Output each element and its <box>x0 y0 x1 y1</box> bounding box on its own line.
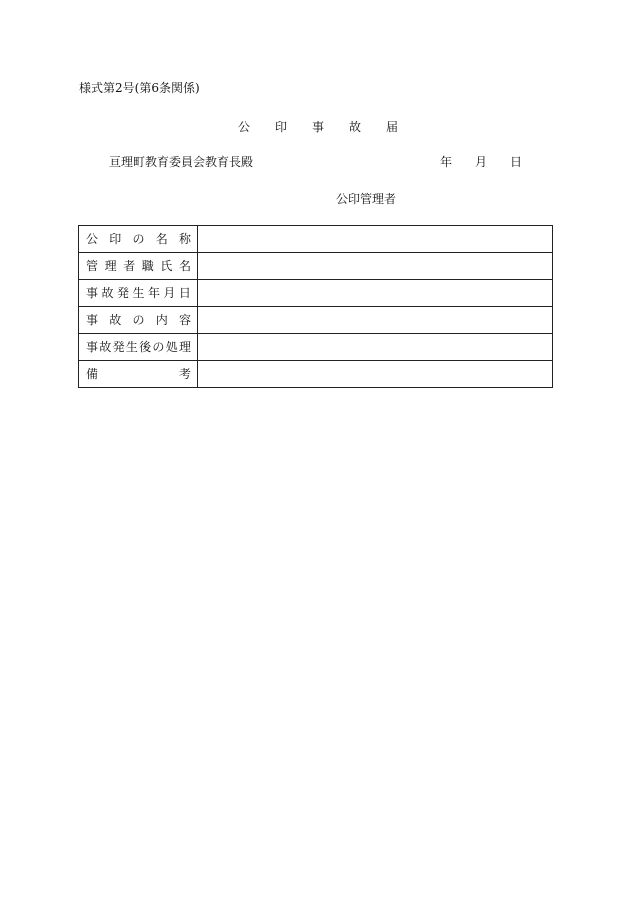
form-number: 様式第2号(第6条関係) <box>79 81 200 95</box>
row-label-cell <box>79 253 198 280</box>
row-label-cell <box>79 226 198 253</box>
date-month: 月 <box>474 155 487 169</box>
row-label-char: 称 <box>178 232 191 246</box>
row-label-char: 生 <box>125 340 138 354</box>
row-label <box>79 231 197 247</box>
seal-manager-label: 公印管理者 <box>336 192 397 206</box>
accident-report-table <box>78 225 553 388</box>
row-label-char: 名 <box>178 259 191 273</box>
table-row <box>79 334 553 361</box>
row-label-char: 発 <box>116 286 129 300</box>
row-label-char: 故 <box>99 340 112 354</box>
row-label-char: 公 <box>86 232 99 246</box>
row-label-char: の <box>152 340 165 354</box>
row-label <box>79 285 197 301</box>
table-row <box>79 280 553 307</box>
title-char: 故 <box>348 120 361 134</box>
row-label-char: の <box>132 313 145 327</box>
title-char: 届 <box>385 120 398 134</box>
row-value-cell[interactable] <box>198 307 553 334</box>
row-label <box>79 312 197 328</box>
row-label-char: 故 <box>101 286 114 300</box>
row-label-char: 理 <box>178 340 191 354</box>
row-label-char: 内 <box>155 313 168 327</box>
row-label-char: 理 <box>104 259 117 273</box>
table-row <box>79 361 553 388</box>
row-label-cell <box>79 280 198 307</box>
row-value-cell[interactable] <box>198 334 553 361</box>
row-value-cell[interactable] <box>198 361 553 388</box>
row-label-char: 備 <box>86 367 99 381</box>
row-label-char: 月 <box>163 286 176 300</box>
row-label <box>79 258 197 274</box>
row-label-char: 事 <box>86 313 99 327</box>
row-label-char: 生 <box>132 286 145 300</box>
title-char: 印 <box>274 120 287 134</box>
row-label-char: 後 <box>139 340 152 354</box>
row-label-char: 印 <box>109 232 122 246</box>
title-char: 事 <box>311 120 324 134</box>
date-line <box>440 154 522 170</box>
date-day: 日 <box>509 155 522 169</box>
title-char: 公 <box>238 120 251 134</box>
row-label-cell <box>79 307 198 334</box>
addressee: 亘理町教育委員会教育長殿 <box>109 155 254 169</box>
table-row <box>79 307 553 334</box>
row-label <box>79 366 197 382</box>
table-row <box>79 226 553 253</box>
row-label-char: 日 <box>178 286 191 300</box>
table-row <box>79 253 553 280</box>
row-label-char: 故 <box>109 313 122 327</box>
row-label-char: 氏 <box>160 259 173 273</box>
row-value-cell[interactable] <box>198 280 553 307</box>
row-label-char: 事 <box>86 286 99 300</box>
row-label-char: 考 <box>178 367 191 381</box>
row-label <box>79 339 197 355</box>
row-label-char: 年 <box>147 286 160 300</box>
row-label-char: 管 <box>86 259 99 273</box>
row-label-char: 処 <box>165 340 178 354</box>
row-label-char: 名 <box>155 232 168 246</box>
row-label-char: 容 <box>178 313 191 327</box>
row-value-cell[interactable] <box>198 253 553 280</box>
row-value-cell[interactable] <box>198 226 553 253</box>
row-label-char: 発 <box>112 340 125 354</box>
date-year: 年 <box>440 155 453 169</box>
document-title <box>238 119 398 135</box>
row-label-char: 者 <box>123 259 136 273</box>
row-label-char: 事 <box>86 340 99 354</box>
row-label-cell <box>79 334 198 361</box>
row-label-cell <box>79 361 198 388</box>
row-label-char: 職 <box>141 259 154 273</box>
row-label-char: の <box>132 232 145 246</box>
